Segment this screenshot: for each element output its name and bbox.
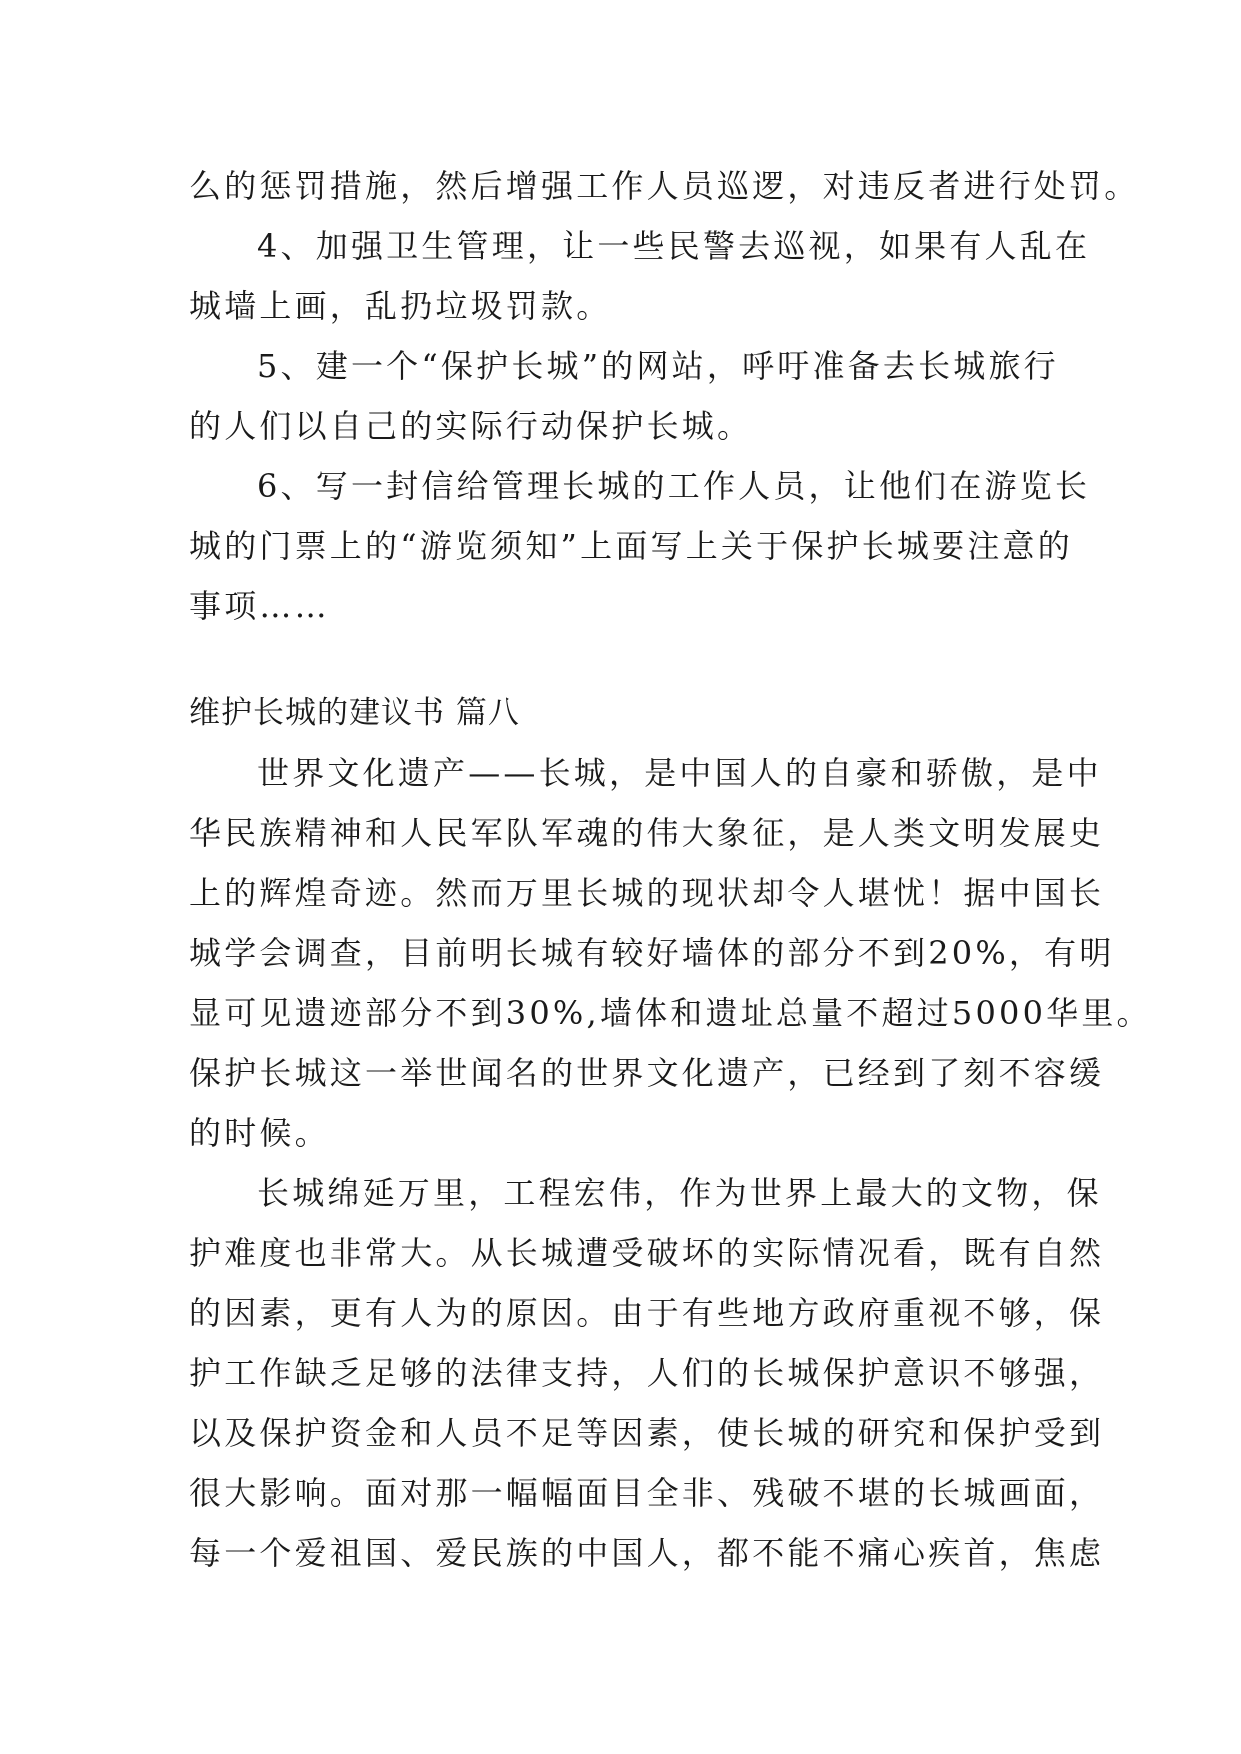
paragraph-2-line-3: 的因素，更有人为的原因。由于有些地方政府重视不够，保 [189, 1294, 1105, 1332]
paragraph-2-line-4: 护工作缺乏足够的法律支持，人们的长城保护意识不够强， [189, 1354, 1105, 1392]
list-item-4-line-2: 城墙上画，乱扔垃圾罚款。 [189, 287, 612, 325]
paragraph-2-line-7: 每一个爱祖国、爱民族的中国人，都不能不痛心疾首，焦虑 [189, 1534, 1105, 1572]
paragraph-1-line-5: 显可见遗迹部分不到30%,墙体和遗址总量不超过5000华里。 [189, 994, 1152, 1032]
paragraph-1-line-4: 城学会调查，目前明长城有较好墙体的部分不到20%，有明 [189, 934, 1115, 972]
section-heading: 维护长城的建议书 篇八 [189, 695, 520, 731]
list-item-5-line-1: 5、建一个“保护长城”的网站，呼吁准备去长城旅行 [257, 347, 1059, 385]
list-item-4-line-1: 4、加强卫生管理，让一些民警去巡视，如果有人乱在 [257, 227, 1091, 265]
paragraph-1-line-6: 保护长城这一举世闻名的世界文化遗产，已经到了刻不容缓 [189, 1054, 1105, 1092]
list-item-6-line-1: 6、写一封信给管理长城的工作人员，让他们在游览长 [257, 467, 1091, 505]
paragraph-1-line-1: 世界文化遗产——长城，是中国人的自豪和骄傲，是中 [257, 754, 1102, 792]
paragraph-2-line-6: 很大影响。面对那一幅幅面目全非、残破不堪的长城画面， [189, 1474, 1105, 1512]
list-item-6-line-3: 事项…… [189, 587, 330, 625]
paragraph-1-line-2: 华民族精神和人民军队军魂的伟大象征，是人类文明发展史 [189, 814, 1105, 852]
continuation-line-1: 么的惩罚措施，然后增强工作人员巡逻，对违反者进行处罚。 [189, 167, 1140, 205]
paragraph-2-line-1: 长城绵延万里，工程宏伟，作为世界上最大的文物，保 [257, 1174, 1102, 1212]
paragraph-2-line-2: 护难度也非常大。从长城遭受破坏的实际情况看，既有自然 [189, 1234, 1105, 1272]
paragraph-2-line-5: 以及保护资金和人员不足等因素，使长城的研究和保护受到 [189, 1414, 1105, 1452]
list-item-6-line-2: 城的门票上的“游览须知”上面写上关于保护长城要注意的 [189, 527, 1073, 565]
paragraph-1-line-7: 的时候。 [189, 1114, 330, 1152]
list-item-5-line-2: 的人们以自己的实际行动保护长城。 [189, 407, 753, 445]
paragraph-1-line-3: 上的辉煌奇迹。然而万里长城的现状却令人堪忧！据中国长 [189, 874, 1105, 912]
